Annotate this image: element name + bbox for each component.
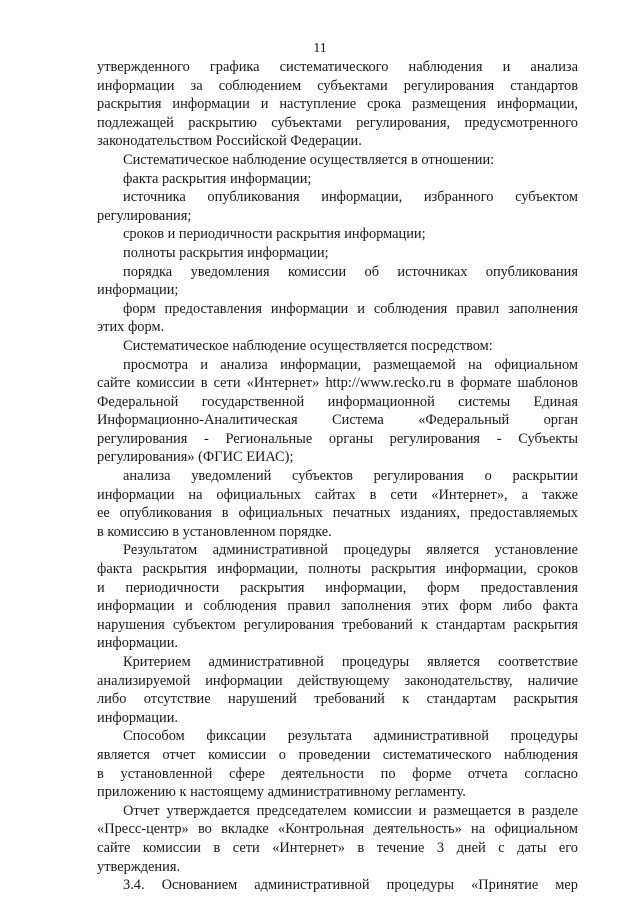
text-line: информации. (97, 709, 178, 726)
text-line: Систематическое наблюдение осуществляется в отношении: (123, 151, 495, 168)
text-line: источника опубликования информации, избранного субъектом (123, 189, 578, 206)
text-line: утверждения. (97, 858, 181, 875)
text-line: «Пресс-центр» во вкладке «Контрольная деятельность» на официальном (97, 821, 578, 838)
text-line: факта раскрытия информации, полноты раскрытия информации, сроков (97, 561, 578, 578)
text-line: информации; (97, 282, 179, 299)
text-line: форм предоставления информации и соблюдения правил заполнения (123, 300, 578, 317)
text-line: либо отсутствие нарушений требований к стандартам раскрытия (97, 691, 578, 708)
text-line: регулирования» (ФГИС ЕИАС); (97, 449, 294, 466)
text-line: информации за соблюдением субъектами регулирования стандартов (97, 77, 578, 94)
text-line: 3.4. Основанием административной процедуры «Принятие мер (123, 877, 578, 894)
text-line: этих форм. (97, 319, 165, 336)
page-number: 11 (313, 41, 327, 56)
text-line: факта раскрытия информации; (123, 170, 312, 187)
text-line: Критерием административной процедуры является соответствие (123, 654, 578, 670)
text-line: сайте комиссии в сети «Интернет» http://www.recko.ru в формате шаблонов (97, 375, 578, 392)
text-line: в установленной сфере деятельности по форме отчета согласно (97, 765, 578, 782)
text-line: законодательством Российской Федерации. (97, 133, 362, 150)
text-line: раскрытия информации и наступление срока размещения информации, (97, 96, 578, 113)
text-line: и периодичности раскрытия информации, форм предоставления (97, 579, 578, 596)
body-text (97, 58, 578, 895)
text-line: анализируемой информации действующему законодательству, наличие (97, 672, 578, 689)
text-line: Результатом административной процедуры является установление (123, 542, 578, 559)
text-line: приложению к настоящему административному регламенту. (97, 784, 466, 801)
text-line: Отчет утверждается председателем комиссии и размещается в разделе (123, 802, 578, 819)
text-line: является отчет комиссии о проведении систематического наблюдения (97, 746, 578, 763)
text-line: Информационно-Аналитическая Система «Федеральный орган (97, 412, 578, 429)
text-line: Федеральной государственной информационной системы Единая (97, 393, 578, 410)
text-line: сроков и периодичности раскрытия информации; (123, 226, 426, 243)
text-line: нарушения субъектом регулирования требований к стандартам раскрытия (97, 616, 578, 633)
text-line: информации на официальных сайтах в сети «Интернет», а также (97, 486, 578, 503)
text-line: информации и соблюдения правил заполнения этих форм либо факта (97, 598, 578, 615)
text-line: ее опубликования в официальных печатных изданиях, предоставляемых (97, 505, 578, 522)
text-line: анализа уведомлений субъектов регулирования о раскрытии (123, 468, 578, 485)
text-line: подлежащей раскрытию субъектами регулирования, предусмотренного (97, 114, 578, 131)
text-line: утвержденного графика систематического наблюдения и анализа (97, 59, 578, 75)
text-line: порядка уведомления комиссии об источниках опубликования (123, 263, 578, 280)
text-line: регулирования - Региональные органы регулирования - Субъекты (97, 430, 578, 447)
text-line: информации. (97, 635, 178, 652)
text-line: Систематическое наблюдение осуществляется посредством: (123, 337, 493, 354)
text-line: в комиссию в установленном порядке. (97, 523, 332, 540)
text-line: Способом фиксации результата административной процедуры (123, 728, 578, 745)
text-line: сайте комиссии в сети «Интернет» в течение 3 дней с даты его (97, 839, 578, 856)
text-line: полноты раскрытия информации; (123, 244, 329, 261)
text-line: просмотра и анализа информации, размещаемой на официальном (123, 356, 578, 373)
text-line: регулирования; (97, 207, 192, 224)
